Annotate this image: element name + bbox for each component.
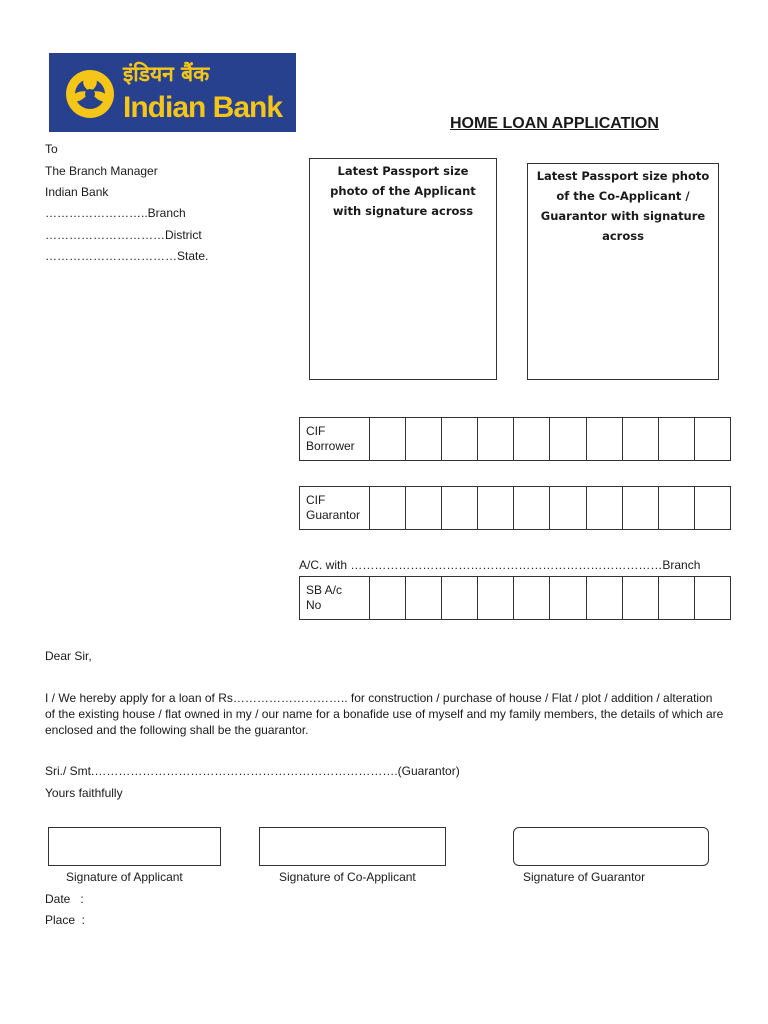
bank-logo xyxy=(49,53,296,132)
cif-guarantor-digit-cell[interactable] xyxy=(370,487,406,529)
logo-hindi-text: इंडियन बैंक xyxy=(123,62,210,86)
co-applicant-signature-label: Signature of Co-Applicant xyxy=(279,870,416,884)
cif-borrower-digit-cell[interactable] xyxy=(623,418,659,460)
cif-borrower-digit-cell[interactable] xyxy=(442,418,478,460)
cif-guarantor-digit-cell[interactable] xyxy=(623,487,659,529)
salutation: Dear Sir, xyxy=(45,649,92,663)
cif-borrower-digit-cell[interactable] xyxy=(550,418,586,460)
sb-account-digit-cell[interactable] xyxy=(623,577,659,619)
co-applicant-photo-box[interactable]: Latest Passport size photo of the Co-Applicant / Guarantor with signature across xyxy=(527,163,719,380)
address-state-field[interactable]: ……………………………State. xyxy=(45,249,209,263)
cif-guarantor-digit-cell[interactable] xyxy=(406,487,442,529)
sb-account-label: SB A/c No xyxy=(300,577,370,619)
address-line-manager: The Branch Manager xyxy=(45,164,158,178)
sb-account-digit-cell[interactable] xyxy=(695,577,730,619)
address-district-field[interactable]: …………………………District xyxy=(45,228,202,242)
indian-bank-emblem-icon xyxy=(61,60,119,124)
closing-text: Yours faithfully xyxy=(45,786,123,800)
cif-guarantor-digit-cell[interactable] xyxy=(442,487,478,529)
guarantor-signature-label: Signature of Guarantor xyxy=(523,870,646,884)
cif-borrower-digit-cell[interactable] xyxy=(370,418,406,460)
cif-guarantor-digit-cell[interactable] xyxy=(695,487,730,529)
cif-guarantor-digit-cell[interactable] xyxy=(587,487,623,529)
cif-guarantor-grid[interactable] xyxy=(299,486,731,530)
sb-account-digit-cell[interactable] xyxy=(370,577,406,619)
sb-account-digit-cell[interactable] xyxy=(442,577,478,619)
cif-borrower-digit-cell[interactable] xyxy=(659,418,695,460)
cif-borrower-digit-cell[interactable] xyxy=(587,418,623,460)
applicant-photo-box[interactable]: Latest Passport size photo of the Applicant with signature across xyxy=(309,158,497,380)
applicant-signature-box[interactable] xyxy=(48,827,221,866)
account-branch-field[interactable]: A/C. with ……………………………………………………………………Branch xyxy=(299,558,701,572)
sb-account-digit-cell[interactable] xyxy=(659,577,695,619)
cif-guarantor-digit-cell[interactable] xyxy=(659,487,695,529)
sb-account-digit-cell[interactable] xyxy=(478,577,514,619)
application-body-text: I / We hereby apply for a loan of Rs……………………….. for construction / purchase of house / Flat / plot / addition / alteration of the existing house / flat owned in my / our name for a bonafide use of myself and my family members, the details of which are enclosed and the following shall be the guarantor. xyxy=(45,691,724,737)
applicant-signature-label: Signature of Applicant xyxy=(66,870,183,884)
guarantor-signature-box[interactable] xyxy=(513,827,709,866)
address-branch-field[interactable]: ……………………..Branch xyxy=(45,206,186,220)
guarantor-name-field[interactable]: Sri./ Smt.………………………………………………………………….(Guarantor) xyxy=(45,764,460,778)
cif-guarantor-digit-cell[interactable] xyxy=(514,487,550,529)
sb-account-digit-cell[interactable] xyxy=(587,577,623,619)
address-to: To xyxy=(45,142,58,156)
cif-borrower-digit-cell[interactable] xyxy=(514,418,550,460)
place-field[interactable]: Place : xyxy=(45,913,86,927)
cif-borrower-digit-cell[interactable] xyxy=(406,418,442,460)
sb-account-digit-cell[interactable] xyxy=(550,577,586,619)
sb-account-digit-cell[interactable] xyxy=(406,577,442,619)
cif-borrower-digit-cell[interactable] xyxy=(478,418,514,460)
cif-borrower-digit-cell[interactable] xyxy=(695,418,730,460)
cif-guarantor-digit-cell[interactable] xyxy=(478,487,514,529)
address-line-bank: Indian Bank xyxy=(45,185,109,199)
sb-account-grid[interactable] xyxy=(299,576,731,620)
sb-account-digit-cell[interactable] xyxy=(514,577,550,619)
cif-guarantor-label: CIF Guarantor xyxy=(300,487,370,529)
cif-borrower-grid[interactable] xyxy=(299,417,731,461)
co-applicant-signature-box[interactable] xyxy=(259,827,446,866)
cif-borrower-label: CIF Borrower xyxy=(300,418,370,460)
date-field[interactable]: Date : xyxy=(45,892,84,906)
cif-guarantor-digit-cell[interactable] xyxy=(550,487,586,529)
page-title: HOME LOAN APPLICATION xyxy=(450,115,659,132)
logo-english-text: Indian Bank xyxy=(123,91,283,124)
